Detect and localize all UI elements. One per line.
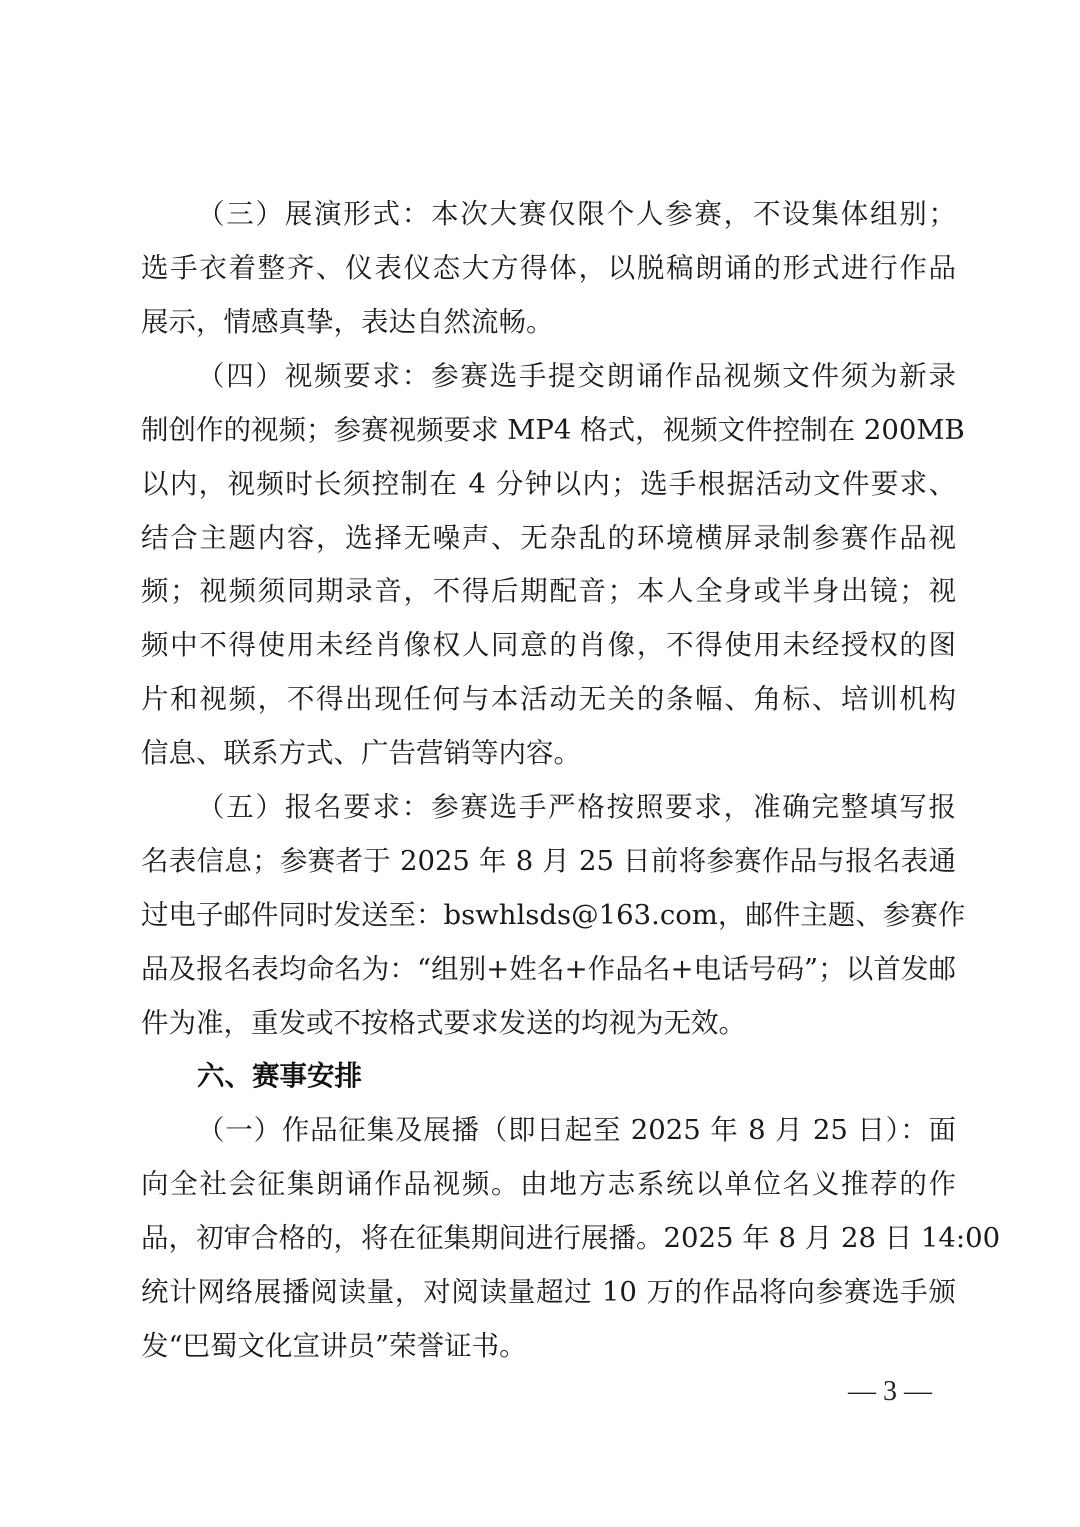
sec5-line-3: 过电子邮件同时发送至：bswhlsds@163.com，邮件主题、参赛作 [141,899,966,931]
sec4-line-5: 频；视频须同期录音，不得后期配音；本人全身或半身出镜；视 [141,575,956,607]
page-number: — 3 — [848,1376,932,1407]
sec4-line-7: 片和视频，不得出现任何与本活动无关的条幅、角标、培训机构 [141,683,956,715]
sec5-line-5: 件为准，重发或不按格式要求发送的均视为无效。 [141,1007,746,1039]
sec6-1-line-1: （一）作品征集及展播（即日起至 2025 年 8 月 25 日）：面 [197,1114,956,1146]
sec3-line-2: 选手衣着整齐、仪表仪态大方得体，以脱稿朗诵的形式进行作品 [141,252,956,284]
sec4-line-8: 信息、联系方式、广告营销等内容。 [141,737,581,769]
section-heading-schedule: 六、赛事安排 [197,1060,362,1092]
sec5-line-2: 名表信息；参赛者于 2025 年 8 月 25 日前将参赛作品与报名表通 [141,845,956,877]
sec4-line-3: 以内，视频时长须控制在 4 分钟以内；选手根据活动文件要求、 [141,468,956,500]
sec6-1-line-4: 统计网络展播阅读量，对阅读量超过 10 万的作品将向参赛选手颁 [141,1276,956,1308]
sec4-line-6: 频中不得使用未经肖像权人同意的肖像，不得使用未经授权的图 [141,629,956,661]
sec5-line-1: （五）报名要求：参赛选手严格按照要求，准确完整填写报 [197,791,956,823]
sec4-line-1: （四）视频要求：参赛选手提交朗诵作品视频文件须为新录 [197,360,956,392]
sec4-line-4: 结合主题内容，选择无噪声、无杂乱的环境横屏录制参赛作品视 [141,522,956,554]
sec6-1-line-5: 发“巴蜀文化宣讲员”荣誉证书。 [141,1330,527,1362]
sec6-1-line-2: 向全社会征集朗诵作品视频。由地方志系统以单位名义推荐的作 [141,1168,956,1200]
sec4-line-2: 制创作的视频；参赛视频要求 MP4 格式，视频文件控制在 200MB [141,414,965,446]
sec3-line-3: 展示，情感真挚，表达自然流畅。 [141,306,554,338]
sec6-1-line-3: 品，初审合格的，将在征集期间进行展播。2025 年 8 月 28 日 14:00 [141,1222,1001,1254]
sec3-line-1: （三）展演形式：本次大赛仅限个人参赛，不设集体组别； [197,198,956,230]
sec5-line-4: 品及报名表均命名为：“组别+姓名+作品名+电话号码”；以首发邮 [141,953,956,985]
